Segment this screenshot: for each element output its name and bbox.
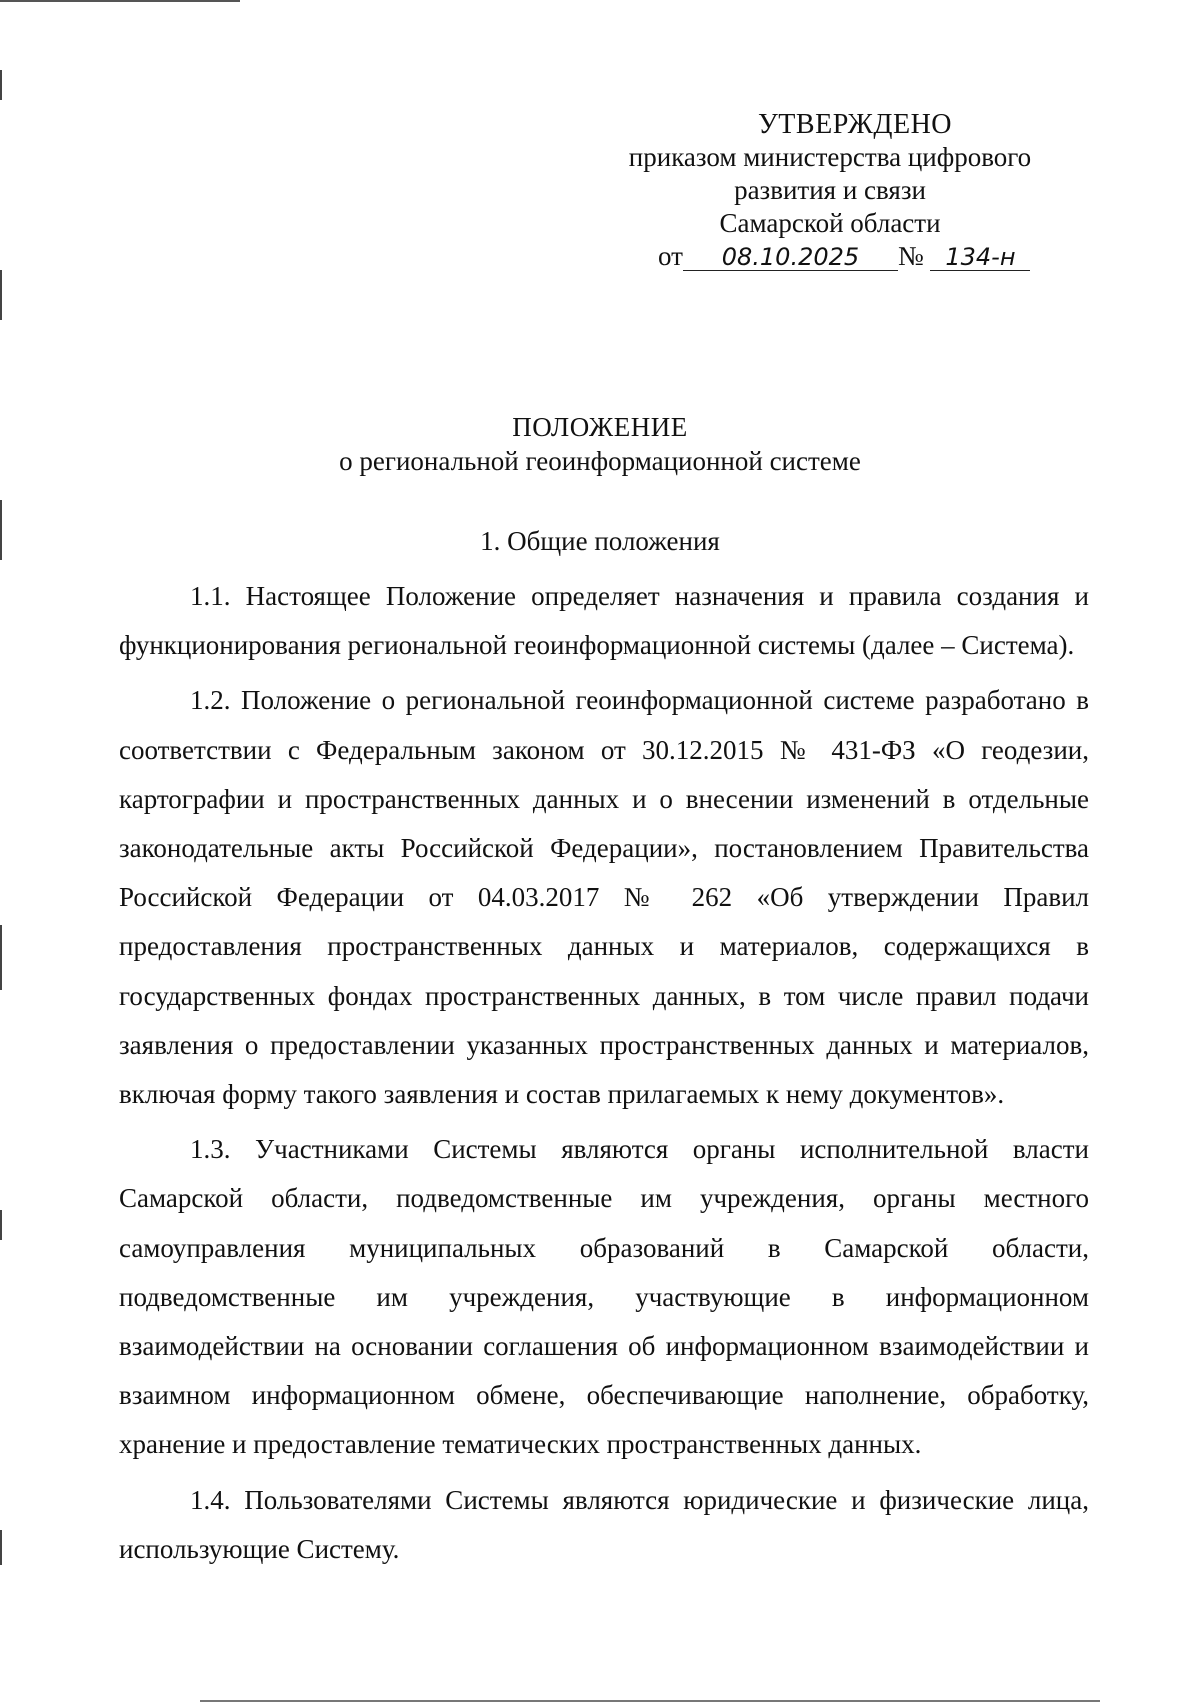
handwritten-date: 08.10.2025 xyxy=(683,244,898,271)
paragraph-1-1: 1.1. Настоящее Положение определяет назначения и правила создания и функционирования региональной геоинформационной системы (далее – Система). xyxy=(119,581,1089,661)
approval-date-row xyxy=(600,240,1060,273)
scan-edge-mark xyxy=(0,270,2,320)
scan-edge-mark xyxy=(0,1530,2,1565)
approval-block xyxy=(600,108,1060,273)
paragraph-1-2: 1.2. Положение о региональной геоинформационной системе разработано в соответствии с Федеральным законом от 30.12.2015 № 431-ФЗ «О геодезии, картографии и пространственных данных и о внесении изменений в отдельные законодательные акты Российской Федерации», постановлением Правительства Российской Федерации от 04.03.2017 № 262 «Об утверждении Правил предоставления пространственных данных и материалов, содержащихся в государственных фондах пространственных данных, в том числе правил подачи заявления о предоставлении указанных пространственных данных и материалов, включая форму такого заявления и состав прилагаемых к нему документов». xyxy=(119,685,1089,1110)
document-title: ПОЛОЖЕНИЕ xyxy=(512,412,688,442)
paragraph-1-3: 1.3. Участниками Системы являются органы исполнительной власти Самарской области, подведомственные им учреждения, органы местного самоуправления муниципальных образований в Самарской области, подведомственные им учреждения, участвующие в информационном взаимодействии на основании соглашения об информационном взаимодействии и взаимном информационном обмене, обеспечивающие наполнение, обработку, хранение и предоставление тематических пространственных данных. xyxy=(119,1134,1089,1460)
scan-edge-mark xyxy=(0,70,2,100)
approval-line-3: Самарской области xyxy=(719,208,941,238)
document-subtitle: о региональной геоинформационной системе xyxy=(339,446,861,476)
number-prefix: № xyxy=(897,241,924,271)
approval-line-2: развития и связи xyxy=(734,175,926,205)
paragraph-1-4: 1.4. Пользователями Системы являются юридические и физические лица, использующие Систему. xyxy=(119,1484,1089,1564)
handwritten-number: 134-н xyxy=(930,244,1030,271)
approval-line-1: приказом министерства цифрового xyxy=(628,142,1032,172)
scan-edge-mark xyxy=(0,1210,2,1240)
approval-title: УТВЕРЖДЕНО xyxy=(757,109,953,140)
body-text xyxy=(119,572,1089,1574)
date-prefix: от xyxy=(658,241,683,271)
section-heading: 1. Общие положения xyxy=(480,526,720,556)
document-title-block xyxy=(0,410,1200,478)
scan-edge-line-bottom xyxy=(200,1700,1100,1702)
scan-edge-line-top xyxy=(0,0,240,2)
scan-edge-mark xyxy=(0,925,2,990)
